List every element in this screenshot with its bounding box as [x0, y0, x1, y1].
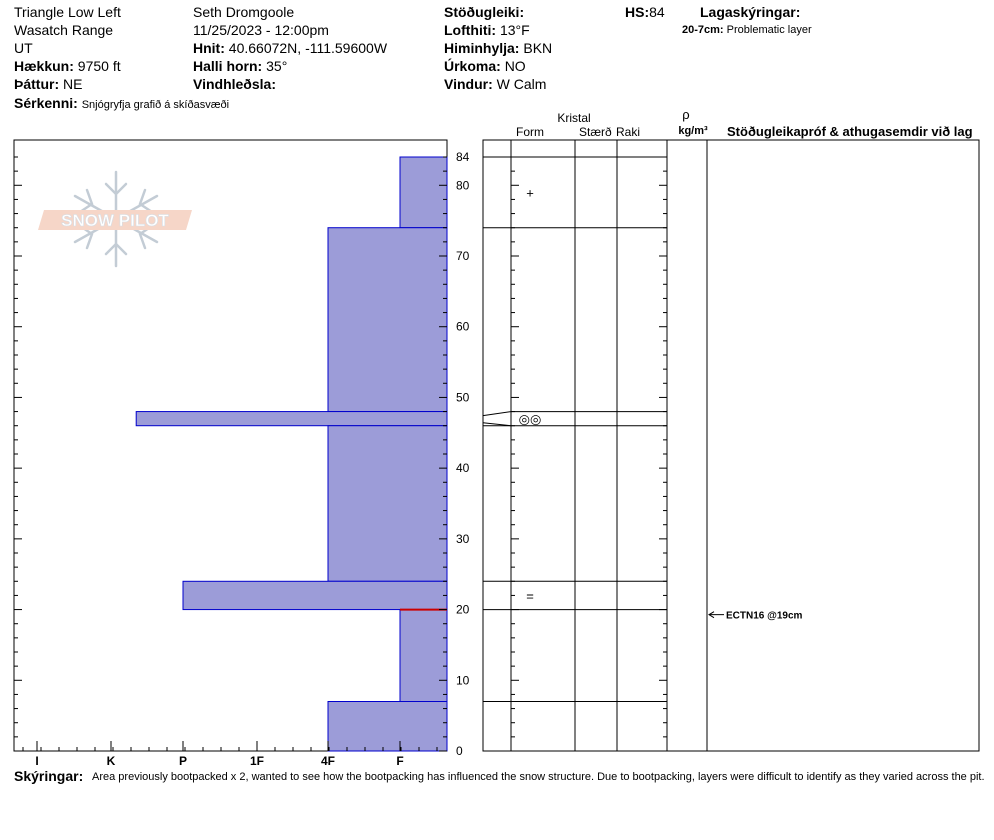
depth-tick-label: 10 [456, 673, 470, 688]
hs-value: 84 [649, 4, 665, 20]
air-temp-value: 13°F [499, 22, 530, 38]
logo-text: SNOW PILOT [61, 211, 169, 230]
hardness-layer-bar [136, 412, 447, 426]
features-value: Snjógryfja grafið á skíðasvæði [81, 99, 230, 111]
depth-tick-label: 40 [456, 461, 470, 476]
depth-tick-label: 50 [456, 390, 470, 405]
hardness-tick-label: I [35, 754, 39, 768]
hardness-tick-label: 4F [320, 754, 336, 768]
observer-name: Seth Dromgoole [193, 4, 295, 20]
hardness-layer-bar [400, 610, 447, 702]
elevation-value: 9750 ft [77, 58, 121, 74]
coordinates-label: Hnit: [193, 40, 225, 56]
moisture-header: Raki [616, 125, 641, 139]
layer-note-range: 20-7cm: [682, 24, 724, 36]
hardness-layer-bar [183, 581, 447, 609]
crystal-header: Kristal [557, 111, 591, 125]
air-temp-label: Lofthiti: [444, 22, 497, 38]
grain-forms [519, 185, 542, 603]
hardness-layer-bar [328, 702, 447, 752]
elevation-label: Hækkun: [14, 58, 74, 74]
hardness-tick-label: K [106, 754, 116, 768]
depth-tick-label: 60 [456, 319, 470, 334]
grain-form-symbol: ◎◎ [518, 411, 542, 427]
precip-value: NO [504, 58, 526, 74]
hardness-layers [136, 157, 447, 751]
aspect-value: NE [63, 76, 83, 92]
wind-loading-label: Vindhleðsla: [193, 76, 276, 92]
hs-label: HS: [625, 4, 650, 20]
depth-tick-label: 70 [456, 249, 470, 263]
features-label: Sérkenni: [14, 95, 78, 111]
wind-value: W Calm [496, 76, 547, 92]
depth-tick-label: 80 [456, 178, 470, 193]
table-depth-ticks [511, 157, 667, 751]
density-unit: kg/m³ [678, 125, 708, 137]
grain-form-symbol: + [526, 185, 534, 201]
hardness-tick-label: 1F [249, 754, 265, 768]
layer-note-text: Problematic layer [726, 24, 812, 36]
depth-tick-label: 84 [456, 150, 470, 164]
state: UT [14, 40, 33, 56]
stability-test-label: ECTN16 @19cm [726, 610, 803, 622]
boundary-connector [483, 412, 511, 416]
stability-tests [709, 611, 803, 622]
layer-notes-title: Lagaskýringar: [700, 4, 801, 20]
table-frame [483, 140, 979, 751]
sky-label: Himinhylja: [444, 40, 520, 56]
stability-label: Stöðugleiki: [444, 4, 525, 20]
depth-tick-label: 0 [456, 744, 463, 758]
form-header: Form [516, 125, 544, 139]
notes-text: Area previously bootpacked x 2, wanted to see how the bootpacking has influenced the snow structure. Due to bootpacking, layers were difficult to identify as they varied across the pit. [92, 771, 985, 783]
observation-datetime: 11/25/2023 - 12:00pm [193, 22, 329, 38]
precip-label: Úrkoma: [444, 58, 501, 74]
density-symbol: ρ [682, 107, 690, 122]
tests-header: Stöðugleikapróf & athugasemdir við lag [727, 124, 973, 139]
layer-table [483, 140, 979, 751]
hardness-layer-bar [328, 426, 447, 582]
hardness-tick-label: P [178, 754, 188, 768]
location-name: Triangle Low Left [14, 4, 121, 20]
slope-label: Halli horn: [193, 58, 263, 74]
notes-label: Skýringar: [14, 768, 84, 784]
coordinates-value: 40.66072N, -111.59600W [228, 40, 388, 56]
aspect-label: Þáttur: [14, 76, 60, 92]
grain-form-symbol: = [526, 588, 534, 604]
mountain-range: Wasatch Range [14, 22, 114, 38]
slope-value: 35° [266, 58, 288, 74]
hardness-tick-label: F [396, 754, 404, 768]
hardness-layer-bar [328, 228, 447, 412]
hardness-layer-bar [400, 157, 447, 228]
wind-label: Vindur: [444, 76, 493, 92]
depth-tick-label: 20 [456, 602, 470, 617]
sky-value: BKN [523, 40, 553, 56]
snowpilot-logo [38, 172, 192, 266]
depth-tick-label: 30 [456, 531, 470, 546]
size-header: Stærð [579, 125, 612, 139]
